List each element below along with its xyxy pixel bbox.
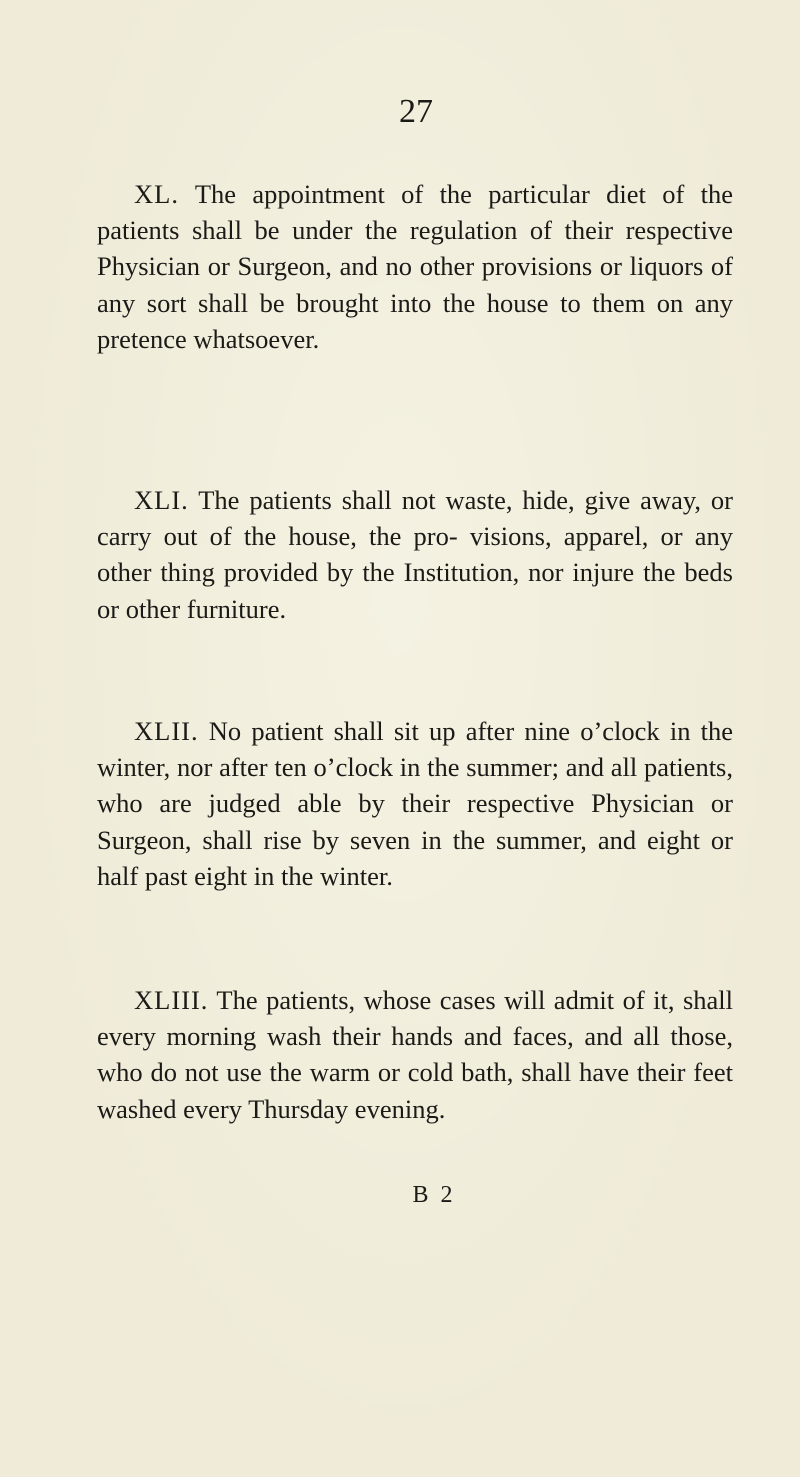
paragraph-xli bbox=[97, 482, 733, 627]
page-number: 27 bbox=[399, 93, 433, 130]
article-text: The patients, whose cases will admit of it, shall every morning wash their hands and faces, and all those, who do not use the warm or cold bath, shall have their feet washed every Thursday evening. bbox=[97, 985, 733, 1124]
article-numeral: XL. bbox=[134, 179, 179, 209]
article-numeral: XLIII. bbox=[134, 985, 209, 1015]
article-text: The patients shall not waste, hide, give away, or carry out of the house, the pro- visions, apparel, or any other thing provided by the Institution, nor injure the beds or other furniture. bbox=[97, 485, 733, 624]
signature-mark: B 2 bbox=[412, 1182, 456, 1208]
paragraph-xliii bbox=[97, 982, 733, 1127]
article-text: The appointment of the particular diet of the patients shall be under the regulation of their respective Physician or Surgeon, and no other provisions or liquors of any sort shall be brought into the house to them on any pretence whatsoever. bbox=[97, 179, 733, 354]
article-numeral: XLI. bbox=[134, 485, 189, 515]
paragraph-xl bbox=[97, 176, 733, 357]
article-text: No patient shall sit up after nine o’clock in the winter, nor after ten o’clock in the summer; and all patients, who are judged able by their respective Physician or Surgeon, shall rise by seven in the summer, and eight or half past eight in the winter. bbox=[97, 716, 733, 891]
article-numeral: XLII. bbox=[134, 716, 199, 746]
paragraph-xlii bbox=[97, 713, 733, 894]
